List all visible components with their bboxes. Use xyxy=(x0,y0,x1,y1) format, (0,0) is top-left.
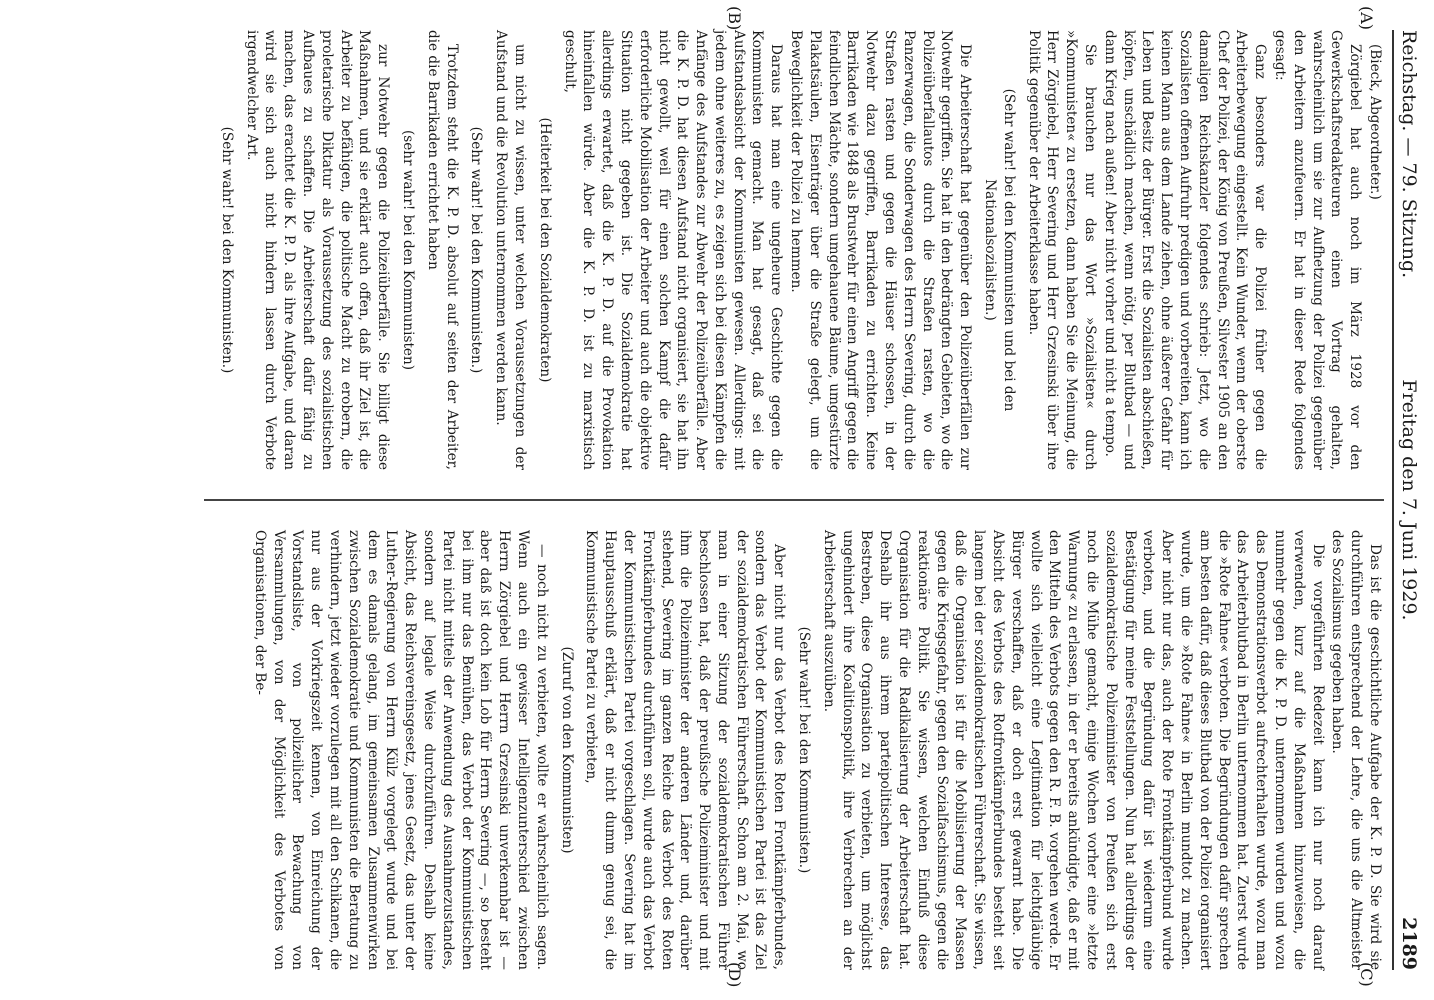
paragraph: — noch nicht zu verbieten, wollte er wahrscheinlich sagen. Wenn auch ein gewisser Intelligenzunterschied zwischen Herrn Zörgiebel und Herrn Grzesinski unverkennbar ist — aber daß ist doch kein Lob für Herrn Severing —, so besteht bei ihm nur das Bemühen, das Verbot der Kommunistischen Partei nicht mittels der Anwendung des Ausnahmezustandes, sondern auf legale Weise durchzuführen. Deshalb keine Absicht, das Reichsvereinsgesetz, jenes Gesetz, das unter der Luther-Regierung von Herrn Külz vorgelegt wurde und bei dem es damals gelang, im gemeinsamen Zusammenwirken zwischen Sozialdemokratie und Kommunisten die Beratung zu verhindern, jetzt wieder vorzulegen mit all den Schikanen, die nur aus der Vorkriegszeit kennen, von Einreichung der Vorstandsliste, von polizeilicher Bewachung von Versammlungen, von der Möglichkeit des Verbotes von Organisationen, der Be- xyxy=(251,530,550,970)
margin-marker-c: (C) xyxy=(1357,962,1376,987)
header-date: Freitag den 7. Juni 1929. xyxy=(1398,379,1420,621)
interjection: (Sehr wahr! bei den Kommunisten.) xyxy=(218,126,235,374)
interjection: (sehr wahr! bei den Kommunisten) xyxy=(399,129,416,371)
margin-marker-a: (A) xyxy=(1357,6,1376,31)
paragraph: zur Notwehr gegen die Polizeiüberfälle. Sie billigt diese Maßnahmen, und sie erklärt auch offen, daß ihr Ziel ist, die Arbeiter zu befähigen, die politische Macht zu erobern, die proletarische Diktatur als Voraussetzung des sozialistischen Aufbaues zu schaffen. Die Arbeiterschaft dafür fähig zu machen, das erachtet die K. P. D. als ihre Aufgabe, und daran wird sie sich auch nicht hindern lassen durch Verbote irgendwelcher Art. xyxy=(243,30,392,470)
page-number: 2189 xyxy=(1398,917,1420,970)
paragraph: Trotzdem steht die K. P. D. absolut auf seiten der Arbeiter, die die Barrikaden errichtet haben xyxy=(424,30,460,470)
left-column xyxy=(211,30,1384,470)
paragraph: Zörgiebel hat auch noch im März 1928 vor den Gewerkschaftsredakteuren einen Vortrag gehalten, wahrscheinlich um sie zur Aufhetzung der Polizei gegenüber den Arbeitern anzufeuern. Er hat in dieser Rede folgendes gesagt: xyxy=(1272,30,1364,470)
margin-marker-d: (D) xyxy=(725,962,744,988)
column-divider xyxy=(204,499,1384,501)
interjection: (Sehr wahr! bei den Kommunisten.) xyxy=(468,126,485,374)
header-session: Reichstag. — 79. Sitzung. xyxy=(1398,30,1420,279)
paragraph: Daraus hat man eine ungeheure Geschichte gegen die Kommunisten gemacht. Man hat gesagt, daß sei die Aufstandsabsicht der Kommunisten gewesen. Allerdings: mit jedem ohne weiteres zu, es zeigen sich bei diesen Kämpfen die Anfänge des Aufstandes zur Abwehr der Polizeiüberfälle. Aber die K. P. D. hat diesen Aufstand nicht organisiert, sie hat ihn nicht gewollt, weil für einen solchen Kampf die dafür erforderliche Mobilisation der Arbeiter und auch die objektive Situation nicht gegeben ist. Die Sozialdemokratie hat allerdings erwartet, daß die K. P. D. auf die Provokation hineinfallen würde. Aber die K. P. D. ist zu marxistisch geschult, xyxy=(561,30,785,470)
paragraph: Sie brauchen nur das Wort »Sozialisten« durch »Kommunisten« zu ersetzen, dann haben Sie die Meinung, die Herr Zörgiebel, Herr Severing und Herr Grzesinski über ihre Politik gegenüber der Arbeiterklasse haben. xyxy=(1025,30,1099,470)
paragraph: um nicht zu wissen, unter welchen Voraussetzungen der Aufstand und die Revolution unternommen werden kann. xyxy=(493,30,528,470)
margin-marker-b: (B) xyxy=(725,6,744,31)
interjection: (Sehr wahr! bei den Kommunisten.) xyxy=(796,626,813,874)
paragraph: Die Arbeiterschaft hat gegenüber den Polizeiüberfällen zur Notwehr gegriffen. Sie hat in den bedrängten Gebieten, wo die Polizeiüberfallautos durch die Straßen rasten, wo die Panzerwagen, die Sonderwagen des Herrn Severing, durch die Straßen rasten und gegen die Häuser schossen, in der Notwehr dazu gegriffen, Barrikaden zu errichten. Keine Barrikaden wie 1848 als Brustwehr für einen Angriff gegen die feindlichen Mächte, sondern umgehauene Bäume, umgestürzte Plakatsäulen, Eisenträger über die Straße gelegt, um die Beweglichkeit der Polizei zu hemmen. xyxy=(788,30,974,470)
page-header xyxy=(1394,30,1424,970)
paragraph: Das ist die geschichtliche Aufgabe der K. P. D. Sie wird sie durchführen entsprechend der Lehre, die uns die Altmeister des Sozialismus gegeben haben. xyxy=(1329,530,1383,970)
paragraph: Aber nicht nur das Verbot des Roten Frontkämpferbundes, sondern das Verbot der Kommunistischen Partei ist das Ziel der sozialdemokratischen Führerschaft. Schon am 2. Mai, wo man in einer Sitzung der sozialdemokratischen Führer beschlossen hat, daß der preußische Polizeiminister und mit ihm die Polizeiminister der anderen Länder und, darüber stehend, Severing im ganzen Reiche das Verbot des Roten Frontkämpferbundes durchführen soll, wurde auch das Verbot der Kommunistischen Partei vorgeschlagen. Severing hat im Hauptausschuß erklärt, daß er nicht dumm genug sei, die Kommunistische Partei zu verbieten, xyxy=(583,530,788,970)
interjection: (Zuruf von den Kommunisten) xyxy=(558,646,575,854)
paragraph: Ganz besonders war die Polizei früher gegen die Arbeiterbewegung eingestellt. Kein Wunder, wenn der oberste Chef der Polizei, der König von Preußen, Silvester 1905 an den damaligen Reichskanzler folgendes schrieb: Jetzt, wo die Sozialisten offenen Aufruhr predigen und vorbereiten, kann ich keinen Mann aus dem Lande ziehen, ohne äußerer Gefahr für Leben und Besitz der Bürger. Erst die Sozialisten abschießen, köpfen, unschädlich machen, wenn nötig, per Blutbad — und dann Krieg nach außen! Aber nicht vorher und nicht a tempo. xyxy=(1101,30,1269,470)
paragraph: Die vorgeführten Redezeit kann ich nur noch darauf verwenden, kurz auf die Maßnahmen hinzuweisen, die nunmehr gegen die K. P. D. unternommen wurden und wozu das Demonstrationsverbot aufrechterhalten wurde, wozu man das Arbeiterblutbad in Berlin unternommen hat. Zuerst wurde die »Rote Fahne« verboten. Die Begründungen dafür sprechen am besten dafür, daß dieses Blutbad von der Polizei organisiert wurde, um die »Rote Fahne« in Berlin mundtot zu machen. Aber nicht nur das, auch der Rote Frontkämpferbund wurde verboten, und die Begründung dafür ist wiederum eine Bestätigung für meine Feststellungen. Nun hat allerdings der sozialdemokratische Polizeiminister von Preußen sich erst noch die Mühe gemacht, einige Wochen vorher eine »letzte Warnung« zu erlassen, in der er bereits ankündigte, daß er mit den Mitteln des Verbots gegen den R. F. B. vorgehen werde. Er wollte sich vielleicht eine Legitimation für leichtgläubige Bürger verschaffen, daß er doch erst gewarnt habe. Die Absicht des Verbots des Rotfrontkämpferbundes besteht seit langem bei der sozialdemokratischen Führerschaft. Sie wissen, daß die Organisation ist für die Mobilisierung der Massen gegen die Kriegsgefahr, gegen den Sozialfaschismus, gegen die reaktionäre Politik. Sie wissen, welchen Einfluß diese Organisation für die Radikalisierung der Arbeiterschaft hat. Deshalb ihr aus ihrem parteipolitischen Interesse, das Bestreben, diese Organisation zu verbieten, um möglichst ungehindert ihre Koalitionspolitik, ihre Verbrechen an der Arbeiterschaft auszuüben. xyxy=(820,530,1326,970)
interjection: (Heiterkeit bei den Sozialdemokraten) xyxy=(536,117,553,383)
interjection: (Sehr wahr! bei den Kommunisten und bei den Nationalsozialisten.) xyxy=(982,88,1017,412)
right-column xyxy=(249,530,1384,970)
header-rule xyxy=(1392,30,1394,970)
paragraph: (Bieck, Abgeordneter.) xyxy=(1367,44,1383,200)
